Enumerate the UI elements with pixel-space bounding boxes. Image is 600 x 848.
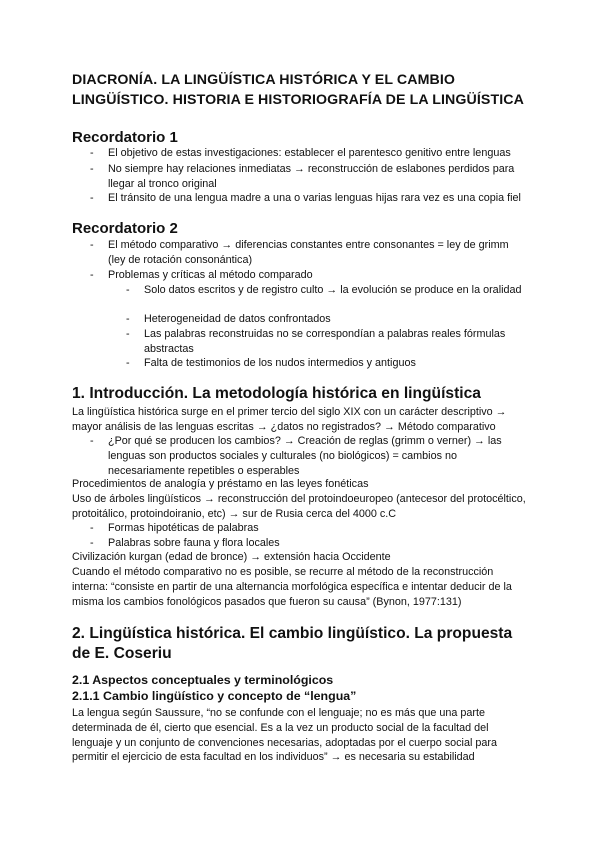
list-item xyxy=(90,238,528,268)
list-dash: - xyxy=(126,328,130,340)
section-2-heading: 2. Lingüística histórica. El cambio lingüístico. La propuesta de E. Coseriu xyxy=(72,625,513,662)
paragraph: Procedimientos de analogía y préstamo en las leyes fonéticas xyxy=(72,478,369,490)
sublist-item xyxy=(126,283,532,298)
list-item-text: El método comparativo → diferencias constantes entre consonantes = ley de grimm (ley de rotación consonántica) xyxy=(108,239,509,266)
list-item xyxy=(90,191,528,206)
list-item xyxy=(90,434,528,478)
list-dash: - xyxy=(126,357,130,369)
sublist-item-text: Falta de testimonios de los nudos intermedios y antiguos xyxy=(144,357,416,369)
paragraph: Civilización kurgan (edad de bronce) → extensión hacia Occidente xyxy=(72,551,391,563)
list-item-text: Palabras sobre fauna y flora locales xyxy=(108,537,280,549)
list-dash: - xyxy=(90,163,94,175)
list-item-text: El objetivo de estas investigaciones: establecer el parentesco genitivo entre lenguas xyxy=(108,147,511,159)
sublist-item xyxy=(126,312,532,327)
recordatorio-2-heading: Recordatorio 2 xyxy=(72,220,178,237)
sublist-item-text: Solo datos escritos y de registro culto → la evolución se produce en la oralidad xyxy=(144,284,522,296)
list-dash: - xyxy=(90,239,94,251)
list-item-text: No siempre hay relaciones inmediatas → reconstrucción de eslabones perdidos para llegar al tronco original xyxy=(108,163,515,190)
paragraph: La lengua según Saussure, “no se confunde con el lenguaje; no es más que una parte determinada de él, cierto que esencial. Es a la vez un producto social de la facultad del lenguaje y un conjunto de convenciones necesarias, adoptadas por el cuerpo social para permitir el ejercicio de esta facultad en los individuos” → es necesaria su estabilidad xyxy=(72,707,497,764)
sublist-item-text: Heterogeneidad de datos confrontados xyxy=(144,313,331,325)
list-dash: - xyxy=(90,537,94,549)
list-dash: - xyxy=(126,284,130,296)
list-dash: - xyxy=(90,522,94,534)
section-1-heading: 1. Introducción. La metodología histórica en lingüística xyxy=(72,385,481,402)
list-item xyxy=(90,162,528,192)
recordatorio-1-heading: Recordatorio 1 xyxy=(72,129,178,146)
list-item xyxy=(90,521,528,536)
list-dash: - xyxy=(126,313,130,325)
sublist-item xyxy=(126,327,532,357)
list-dash: - xyxy=(90,192,94,204)
subsubsection-heading: 2.1.1 Cambio lingüístico y concepto de “lengua” xyxy=(72,689,357,703)
list-item xyxy=(90,268,528,283)
sublist-item-text: Las palabras reconstruidas no se correspondían a palabras reales fórmulas abstractas xyxy=(144,328,506,355)
list-item-text: El tránsito de una lengua madre a una o varias lenguas hijas rara vez es una copia fiel xyxy=(108,192,521,204)
list-item-text: ¿Por qué se producen los cambios? → Creación de reglas (grimm o verner) → las lenguas son productos sociales y culturales (no biológicos) = cambios no necesariamente repetibles o esperables xyxy=(108,435,502,477)
paragraph: Cuando el método comparativo no es posible, se recurre al método de la reconstrucción interna: “consiste en partir de una alternancia morfológica específica e intentar deducir de la misma los cambios fonológicos pasados que fueron su causa” (Bynon, 1977:131) xyxy=(72,566,512,608)
list-item xyxy=(90,536,528,551)
subsection-heading: 2.1 Aspectos conceptuales y terminológicos xyxy=(72,673,334,687)
document-title: DIACRONÍA. LA LINGÜÍSTICA HISTÓRICA Y EL CAMBIO LINGÜÍSTICO. HISTORIA E HISTORIOGRAFÍA DE LA LINGÜÍSTICA xyxy=(72,72,524,108)
list-item-text: Formas hipotéticas de palabras xyxy=(108,522,259,534)
list-item-text: Problemas y críticas al método comparado xyxy=(108,269,313,281)
paragraph: Uso de árboles lingüísticos → reconstrucción del protoindoeuropeo (antecesor del protocéltico, protoitálico, protoindoiranio, etc) → sur de Rusia cerca del 4000 c.C xyxy=(72,493,526,520)
list-dash: - xyxy=(90,269,94,281)
paragraph: La lingüística histórica surge en el primer tercio del siglo XIX con un carácter descriptivo → mayor análisis de las lenguas escritas → ¿datos no registrados? → Método comparativo xyxy=(72,406,507,433)
list-dash: - xyxy=(90,435,94,447)
list-item xyxy=(90,146,528,161)
list-dash: - xyxy=(90,147,94,159)
sublist-item xyxy=(126,356,532,371)
